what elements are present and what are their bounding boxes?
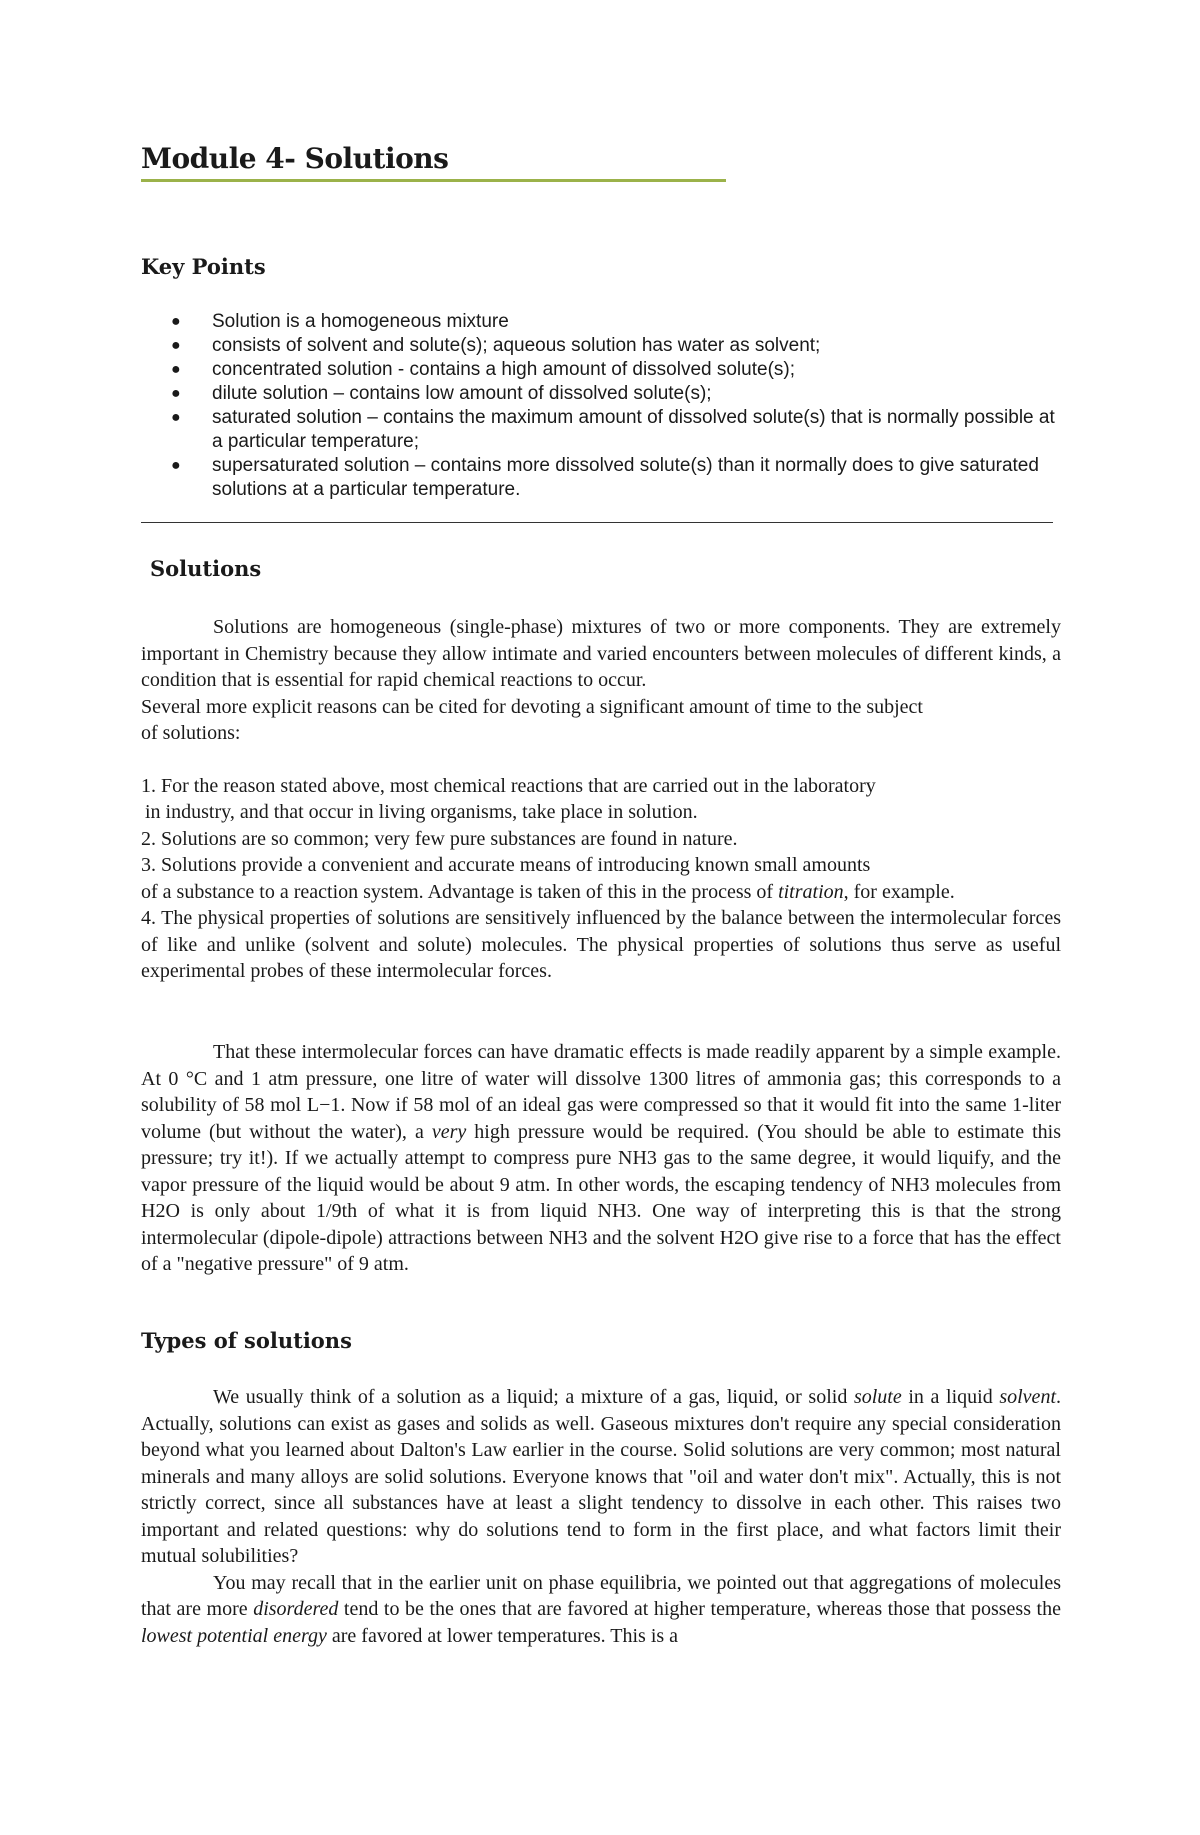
list-item: ● consists of solvent and solute(s); aqueous solution has water as solvent; (171, 335, 821, 356)
solutions-intro-paragraph: Solutions are homogeneous (single-phase) mixtures of two or more components. They are extremely important in Chemistry because they allow intimate and varied encounters between molecules of different kinds, a condition that is essential for rapid chemical reactions to occur. (141, 616, 1061, 691)
reason-item: in industry, and that occur in living organisms, take place in solution. (145, 801, 698, 823)
page-title: Module 4- Solutions (141, 142, 449, 175)
types-of-solutions-heading: Types of solutions (141, 1328, 352, 1353)
list-item: ● dilute solution – contains low amount of dissolved solute(s); (171, 383, 712, 404)
solutions-heading: Solutions (150, 556, 262, 581)
reasons-list (141, 773, 1061, 985)
reason-item: 1. For the reason stated above, most chemical reactions that are carried out in the laboratory (141, 774, 876, 797)
title-underline (141, 179, 726, 182)
key-points-heading: Key Points (141, 254, 266, 279)
types-paragraph-1: We usually think of a solution as a liquid; a mixture of a gas, liquid, or solid solute in a liquid solvent. Actually, solutions can exist as gases and solids as well. Gaseous mixtures don't require any special consideration beyond what you learned about Dalton's Law earlier in the course. Solid solutions are very common; most natural minerals and many alloys are solid solutions. Everyone knows that "oil and water don't mix". Actually, this is not strictly correct, since all substances have at least a slight tendency to dissolve in each other. This raises two important and related questions: why do solutions tend to form in the first place, and what factors limit their mutual solubilities? (141, 1386, 1061, 1567)
bullet-icon: ● (171, 313, 181, 330)
bullet-icon: ● (171, 385, 181, 402)
ammonia-example-block (141, 1039, 1061, 1278)
list-item: ● saturated solution – contains the maximum amount of dissolved solute(s) that is normally possible at a particular temperature; (171, 407, 1055, 452)
reason-item: of a substance to a reaction system. Advantage is taken of this in the process of titration, for example. (141, 880, 955, 903)
bullet-icon: ● (171, 409, 181, 426)
types-block (141, 1384, 1061, 1649)
reason-item: 3. Solutions provide a convenient and accurate means of introducing known small amounts (141, 854, 871, 876)
solutions-intro-block (141, 614, 1061, 985)
reason-item: 4. The physical properties of solutions are sensitively influenced by the balance between the intermolecular forces of like and unlike (solvent and solute) molecules. The physical properties of solutions thus serve as useful experimental probes of these intermolecular forces. (141, 907, 1061, 982)
list-item: ● Solution is a homogeneous mixture (171, 311, 509, 332)
section-divider (141, 522, 1053, 523)
bullet-icon: ● (171, 337, 181, 354)
ammonia-example-paragraph: That these intermolecular forces can have dramatic effects is made readily apparent by a simple example. At 0 °C and 1 atm pressure, one litre of water will dissolve 1300 litres of ammonia gas; this corresponds to a solubility of 58 mol L−1. Now if 58 mol of an ideal gas were compressed so that it would fit into the same 1-liter volume (but without the water), a very high pressure would be required. (You should be able to estimate this pressure; try it!). If we actually attempt to compress pure NH3 gas to the same degree, it would liquify, and the vapor pressure of the liquid would be about 9 atm. In other words, the escaping tendency of NH3 molecules from H2O is only about 1/9th of what it is from liquid NH3. One way of interpreting this is that the strong intermolecular (dipole-dipole) attractions between NH3 and the solvent H2O give rise to a force that has the effect of a "negative pressure" of 9 atm. (141, 1041, 1061, 1275)
types-paragraph-2: You may recall that in the earlier unit on phase equilibria, we pointed out that aggregations of molecules that are more disordered tend to be the ones that are favored at higher temperature, whereas those that possess the lowest potential energy are favored at lower temperatures. This is a (141, 1571, 1061, 1647)
bullet-icon: ● (171, 457, 181, 474)
reason-item: 2. Solutions are so common; very few pure substances are found in nature. (141, 827, 738, 850)
bullet-icon: ● (171, 361, 181, 378)
solutions-intro-line: of solutions: (141, 722, 241, 744)
key-points-list (141, 310, 1061, 502)
solutions-intro-line: Several more explicit reasons can be cited for devoting a significant amount of time to the subject (141, 695, 923, 718)
list-item: ● concentrated solution - contains a high amount of dissolved solute(s); (171, 359, 795, 380)
list-item: ● supersaturated solution – contains more dissolved solute(s) than it normally does to give saturated solutions at a particular temperature. (171, 455, 1039, 500)
